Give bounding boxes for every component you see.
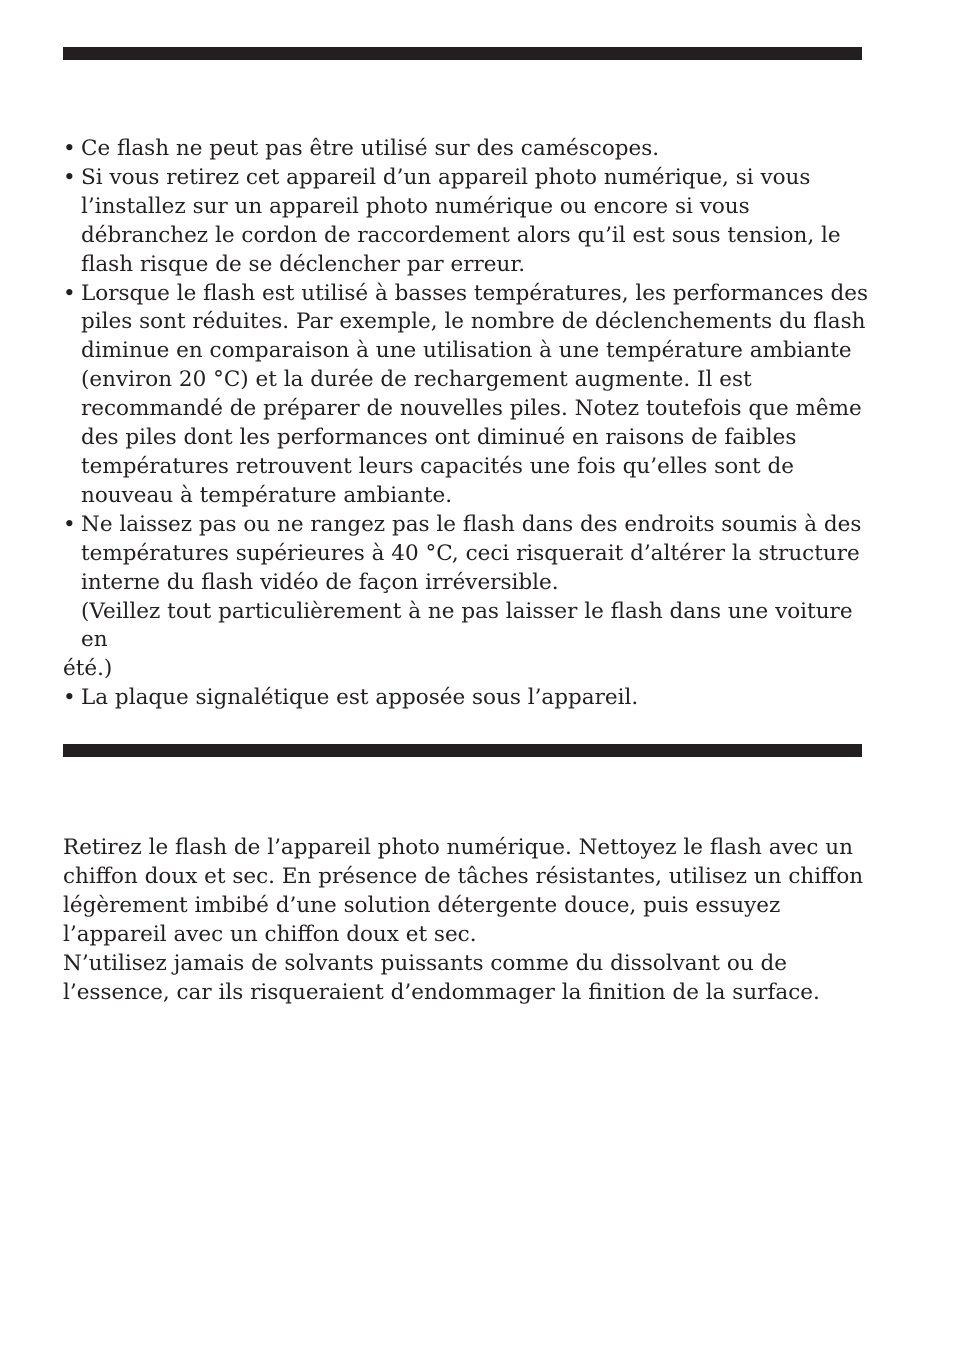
care-paragraph: N’utilisez jamais de solvants puissants comme du dissolvant ou de l’essence, car ils risqueraient d’endommager la finition de la surface. (63, 950, 820, 1005)
list-item (63, 135, 883, 164)
bullet-icon: • (63, 511, 76, 537)
list-item-text: Si vous retirez cet appareil d’un appareil photo numérique, si vous l’installez sur un appareil photo numérique ou encore si vous débranchez le cordon de raccordement alors qu’il est sous tension, le flash risque de se déclencher par erreur. (81, 164, 841, 277)
list-item-text: Ne laissez pas ou ne rangez pas le flash dans des endroits soumis à des températures supérieures à 40 °C, ceci risquerait d’altérer la structure interne du flash vidéo de façon irréversible. (81, 511, 862, 595)
list-item-text: Ce flash ne peut pas être utilisé sur des caméscopes. (81, 136, 660, 161)
section-heading-bar-care (63, 744, 862, 757)
usage-notes-list (63, 135, 883, 713)
list-item (63, 164, 883, 280)
bullet-icon: • (63, 280, 76, 306)
care-paragraph: Retirez le flash de l’appareil photo numérique. Nettoyez le flash avec un chiffon doux et sec. En présence de tâches résistantes, utilisez un chiffon légèrement imbibé d’une solution détergente douce, puis essuyez l’appareil avec un chiffon doux et sec. (63, 835, 864, 947)
list-item (63, 684, 883, 713)
section-heading-bar-notes (63, 47, 862, 60)
list-item (63, 511, 883, 684)
list-item-note-line: été.) (63, 656, 113, 682)
list-item (63, 280, 883, 511)
bullet-icon: • (63, 136, 76, 161)
list-item-note-line: (Veillez tout particulièrement à ne pas laisser le flash dans une voiture en (81, 598, 853, 653)
bullet-icon: • (63, 685, 76, 711)
care-section (63, 834, 883, 1007)
list-item-text: La plaque signalétique est apposée sous l’appareil. (81, 685, 639, 711)
list-item-text: Lorsque le flash est utilisé à basses températures, les performances des piles sont réduites. Par exemple, le nombre de déclenchements du flash diminue en comparaison à une utilisation à une température ambiante (environ 20 °C) et la durée de rechargement augmente. Il est recommandé de préparer de nouvelles piles. Notez toutefois que même des piles dont les performances ont diminué en raisons de faibles températures retrouvent leurs capacités une fois qu’elles sont de nouveau à température ambiante. (81, 280, 868, 508)
bullet-icon: • (63, 164, 76, 190)
